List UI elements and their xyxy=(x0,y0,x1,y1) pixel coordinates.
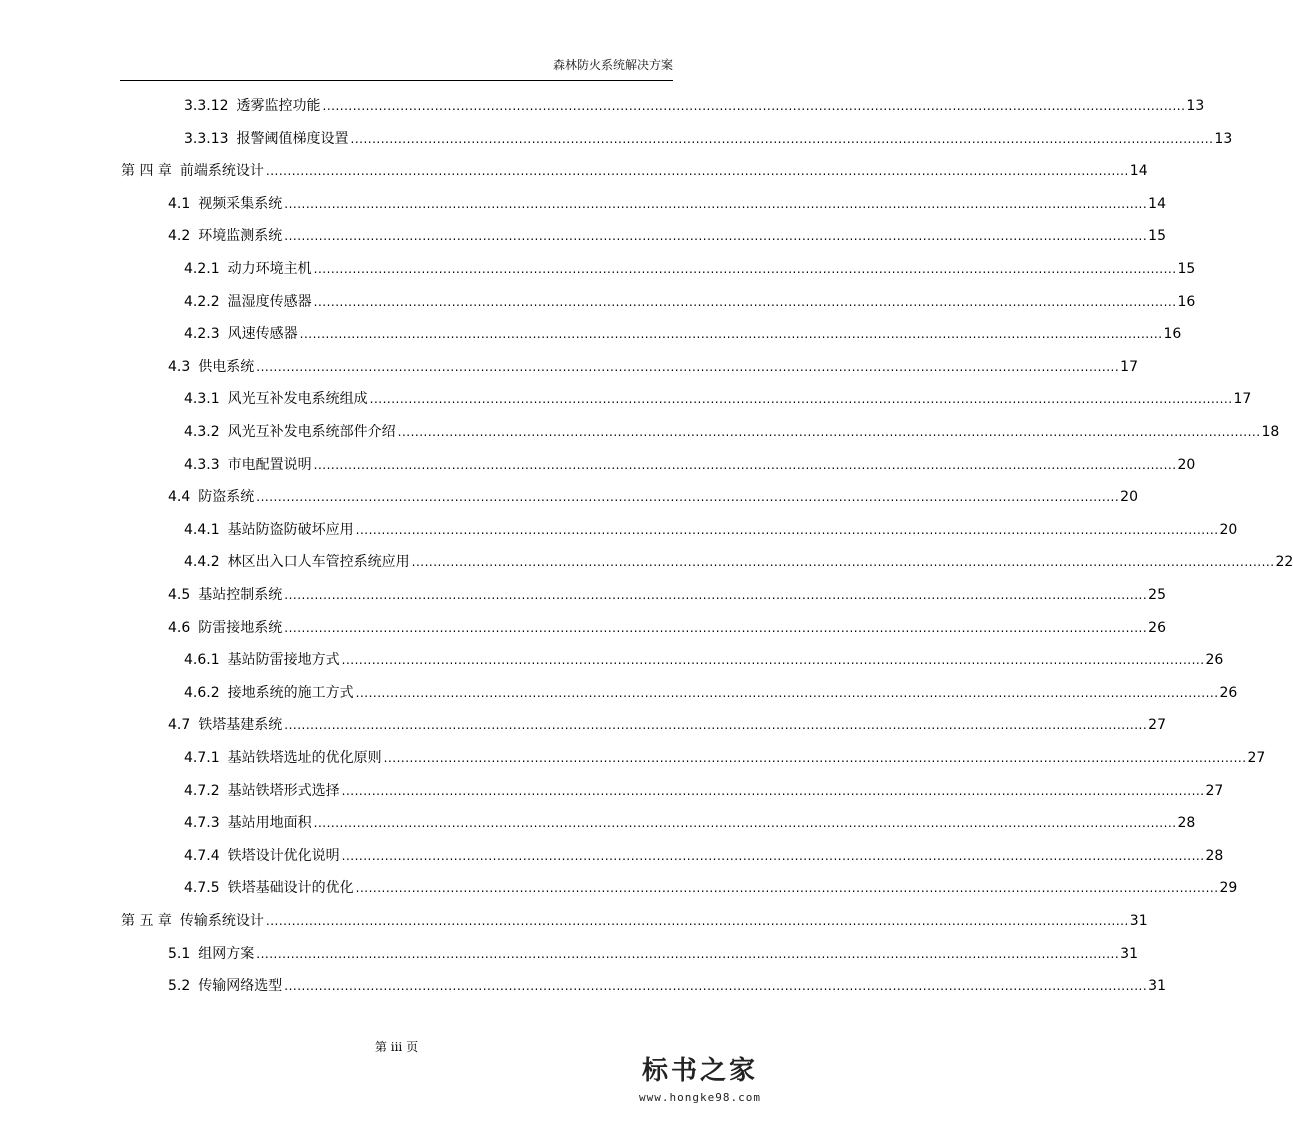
toc-entry[interactable] xyxy=(0,584,1166,606)
toc-entry-page: 29 xyxy=(1219,880,1238,897)
toc-entry-number: 4.2.2 xyxy=(184,293,220,310)
toc-entry-page: 14 xyxy=(1148,195,1166,212)
toc-entry-title: 报警阈值梯度设置 xyxy=(236,130,349,147)
toc-entry-page: 27 xyxy=(1148,717,1166,734)
toc-entry-title: 防雷接地系统 xyxy=(198,619,283,636)
toc-entry[interactable] xyxy=(0,421,1280,443)
toc-entry-page: 17 xyxy=(1120,358,1138,375)
watermark-logo xyxy=(625,1050,775,1104)
toc-entry-number: 4.6.2 xyxy=(184,684,220,701)
toc-entry[interactable] xyxy=(0,128,1233,150)
toc-entry-number: 3.3.12 xyxy=(184,98,229,114)
toc-entry-number: 4.3.1 xyxy=(184,391,220,408)
toc-entry[interactable] xyxy=(0,682,1238,704)
toc-dot-leader: ........................................................................................................................................................................................................ xyxy=(284,979,1148,994)
toc-entry-title: 传输系统设计 xyxy=(179,913,264,929)
toc-entry-number: 4.7.3 xyxy=(184,815,220,832)
toc-dot-leader: ........................................................................................................................................................................................................ xyxy=(256,946,1120,961)
toc-entry-title: 市电配置说明 xyxy=(227,456,312,473)
toc-entry-page: 28 xyxy=(1177,815,1196,832)
toc-entry-page: 13 xyxy=(1186,98,1205,114)
toc-entry-page: 27 xyxy=(1205,782,1224,799)
toc-entry-number: 4.3.2 xyxy=(184,424,220,440)
toc-entry-number: 4.7.2 xyxy=(184,782,220,799)
toc-entry-page: 22 xyxy=(1275,554,1293,571)
toc-entry-page: 27 xyxy=(1247,750,1266,766)
toc-entry-number: 4.7 xyxy=(168,717,191,734)
toc-entry[interactable] xyxy=(0,649,1224,671)
toc-entry-number: 4.7.4 xyxy=(184,847,220,864)
toc-entry-page: 15 xyxy=(1177,261,1196,277)
toc-dot-leader: ........................................................................................................................................................................................................ xyxy=(299,327,1163,342)
toc-dot-leader: ........................................................................................................................................................................................................ xyxy=(284,196,1148,211)
toc-dot-leader: ........................................................................................................................................................................................................ xyxy=(313,262,1177,276)
toc-entry-title: 环境监测系统 xyxy=(198,228,283,245)
page-number: 第 iii 页 xyxy=(374,1040,419,1054)
toc-entry-title: 铁塔设计优化说明 xyxy=(227,847,340,864)
toc-entry-page: 16 xyxy=(1163,326,1182,343)
toc-entry-title: 风速传感器 xyxy=(227,326,298,343)
toc-entry-title: 基站防盗防破坏应用 xyxy=(227,521,354,538)
toc-entry-number: 4.4 xyxy=(168,489,191,506)
toc-dot-leader: ........................................................................................................................................................................................................ xyxy=(369,392,1233,407)
toc-entry-page: 13 xyxy=(1214,130,1233,147)
toc-entry-page: 20 xyxy=(1120,489,1138,506)
toc-entry-title: 铁塔基建系统 xyxy=(198,717,283,734)
toc-entry-title: 铁塔基础设计的优化 xyxy=(227,880,354,897)
toc-entry-page: 31 xyxy=(1120,945,1138,962)
toc-dot-leader: ........................................................................................................................................................................................................ xyxy=(284,229,1148,244)
header-divider xyxy=(120,80,673,81)
toc-entry[interactable] xyxy=(0,747,1266,769)
toc-entry[interactable] xyxy=(0,160,1148,182)
toc-entry-number: 4.5 xyxy=(168,587,191,603)
toc-entry-title: 基站铁塔形式选择 xyxy=(227,782,340,799)
toc-entry[interactable] xyxy=(0,975,1166,997)
toc-dot-leader: ........................................................................................................................................................................................................ xyxy=(265,164,1129,179)
toc-entry-title: 基站控制系统 xyxy=(198,587,283,603)
toc-entry-number: 4.6 xyxy=(168,619,191,636)
toc-entry[interactable] xyxy=(0,258,1196,280)
toc-entry-page: 20 xyxy=(1177,456,1196,473)
toc-entry-page: 26 xyxy=(1148,619,1166,636)
toc-dot-leader: ........................................................................................................................................................................................................ xyxy=(284,620,1148,635)
running-header: 森林防火系统解决方案 xyxy=(552,58,673,72)
toc-entry[interactable] xyxy=(0,323,1182,345)
toc-entry-number: 3.3.13 xyxy=(184,130,229,147)
toc-dot-leader: ........................................................................................................................................................................................................ xyxy=(397,425,1261,439)
toc-entry[interactable] xyxy=(0,193,1166,215)
toc-dot-leader: ........................................................................................................................................................................................................ xyxy=(355,685,1219,700)
toc-entry-title: 林区出入口人车管控系统应用 xyxy=(227,554,410,571)
toc-entry[interactable] xyxy=(0,943,1138,965)
toc-dot-leader: ........................................................................................................................................................................................................ xyxy=(383,751,1247,765)
toc-entry-title: 前端系统设计 xyxy=(179,163,264,180)
toc-dot-leader: ........................................................................................................................................................................................................ xyxy=(341,653,1205,668)
toc-entry[interactable] xyxy=(0,486,1138,508)
toc-entry[interactable] xyxy=(0,519,1238,541)
toc-entry-title: 基站防雷接地方式 xyxy=(227,652,340,669)
toc-entry-page: 28 xyxy=(1205,847,1224,864)
toc-entry-number: 4.4.2 xyxy=(184,554,220,571)
toc-entry-page: 26 xyxy=(1219,684,1238,701)
toc-entry[interactable] xyxy=(0,551,1293,573)
toc-entry[interactable] xyxy=(0,617,1166,639)
toc-entry[interactable] xyxy=(0,454,1196,476)
toc-dot-leader: ........................................................................................................................................................................................................ xyxy=(256,359,1120,374)
toc-entry-title: 视频采集系统 xyxy=(198,195,283,212)
toc-entry[interactable] xyxy=(0,225,1166,247)
toc-entry-title: 防盗系统 xyxy=(198,489,255,506)
toc-entry-title: 接地系统的施工方式 xyxy=(227,684,354,701)
toc-entry-number: 4.2.3 xyxy=(184,326,220,343)
toc-entry-title: 风光互补发电系统组成 xyxy=(227,391,368,408)
toc-dot-leader: ........................................................................................................................................................................................................ xyxy=(350,131,1214,146)
toc-dot-leader: ........................................................................................................................................................................................................ xyxy=(265,914,1129,928)
toc-entry[interactable] xyxy=(0,812,1196,834)
toc-entry-number: 4.7.5 xyxy=(184,880,220,897)
toc-entry-title: 风光互补发电系统部件介绍 xyxy=(227,424,396,440)
toc-entry-page: 17 xyxy=(1233,391,1252,408)
toc-entry-page: 26 xyxy=(1205,652,1224,669)
toc-dot-leader: ........................................................................................................................................................................................................ xyxy=(313,816,1177,831)
toc-entry-number: 5.2 xyxy=(168,978,191,995)
toc-dot-leader: ........................................................................................................................................................................................................ xyxy=(313,457,1177,472)
toc-entry[interactable] xyxy=(0,356,1138,378)
toc-entry-number: 4.1 xyxy=(168,195,191,212)
toc-entry-page: 16 xyxy=(1177,293,1196,310)
toc-entry-title: 传输网络选型 xyxy=(198,978,283,995)
toc-entry-page: 20 xyxy=(1219,521,1238,538)
toc-entry-number: 4.2.1 xyxy=(184,261,220,277)
toc-entry-number: 4.2 xyxy=(168,228,191,245)
toc-dot-leader: ........................................................................................................................................................................................................ xyxy=(256,490,1120,505)
toc-entry-number: 4.7.1 xyxy=(184,750,220,766)
watermark-url: www.hongke98.com xyxy=(639,1091,761,1104)
toc-entry[interactable] xyxy=(0,291,1196,313)
toc-entry[interactable] xyxy=(0,877,1238,899)
toc-dot-leader: ........................................................................................................................................................................................................ xyxy=(322,99,1186,113)
toc-entry-page: 14 xyxy=(1129,163,1148,180)
toc-entry-page: 15 xyxy=(1148,228,1166,245)
toc-entry-page: 31 xyxy=(1148,978,1166,995)
toc-dot-leader: ........................................................................................................................................................................................................ xyxy=(411,555,1275,570)
watermark-name: 标书之家 xyxy=(641,1056,758,1086)
toc-entry[interactable] xyxy=(0,845,1224,867)
toc-entry[interactable] xyxy=(0,910,1148,932)
toc-dot-leader: ........................................................................................................................................................................................................ xyxy=(313,294,1177,309)
toc-entry-title: 温湿度传感器 xyxy=(227,293,312,310)
toc-entry-title: 供电系统 xyxy=(198,358,255,375)
toc-entry[interactable] xyxy=(0,780,1224,802)
toc-entry-number: 4.4.1 xyxy=(184,521,220,538)
toc-entry-title: 基站铁塔选址的优化原则 xyxy=(227,750,382,766)
toc-entry-number: 第 四 章 xyxy=(121,163,172,180)
toc-entry-number: 4.3.3 xyxy=(184,456,220,473)
toc-entry[interactable] xyxy=(0,388,1252,410)
toc-entry[interactable] xyxy=(0,714,1166,736)
toc-dot-leader: ........................................................................................................................................................................................................ xyxy=(341,848,1205,863)
toc-entry-number: 5.1 xyxy=(168,945,191,962)
toc-entry-page: 25 xyxy=(1148,587,1166,603)
toc-entry-number: 4.6.1 xyxy=(184,652,220,669)
toc-dot-leader: ........................................................................................................................................................................................................ xyxy=(341,783,1205,798)
toc-dot-leader: ........................................................................................................................................................................................................ xyxy=(355,881,1219,896)
toc-entry-page: 18 xyxy=(1261,424,1280,440)
toc-dot-leader: ........................................................................................................................................................................................................ xyxy=(284,588,1148,602)
toc-entry-number: 4.3 xyxy=(168,358,191,375)
toc-entry-title: 组网方案 xyxy=(198,945,255,962)
toc-entry-title: 动力环境主机 xyxy=(227,261,312,277)
toc-dot-leader: ........................................................................................................................................................................................................ xyxy=(284,718,1148,733)
toc-dot-leader: ........................................................................................................................................................................................................ xyxy=(355,522,1219,537)
toc-entry-number: 第 五 章 xyxy=(121,913,172,929)
toc-entry[interactable] xyxy=(0,95,1205,117)
toc-entry-title: 基站用地面积 xyxy=(227,815,312,832)
toc-entry-page: 31 xyxy=(1129,913,1148,929)
toc-entry-title: 透雾监控功能 xyxy=(236,98,321,114)
